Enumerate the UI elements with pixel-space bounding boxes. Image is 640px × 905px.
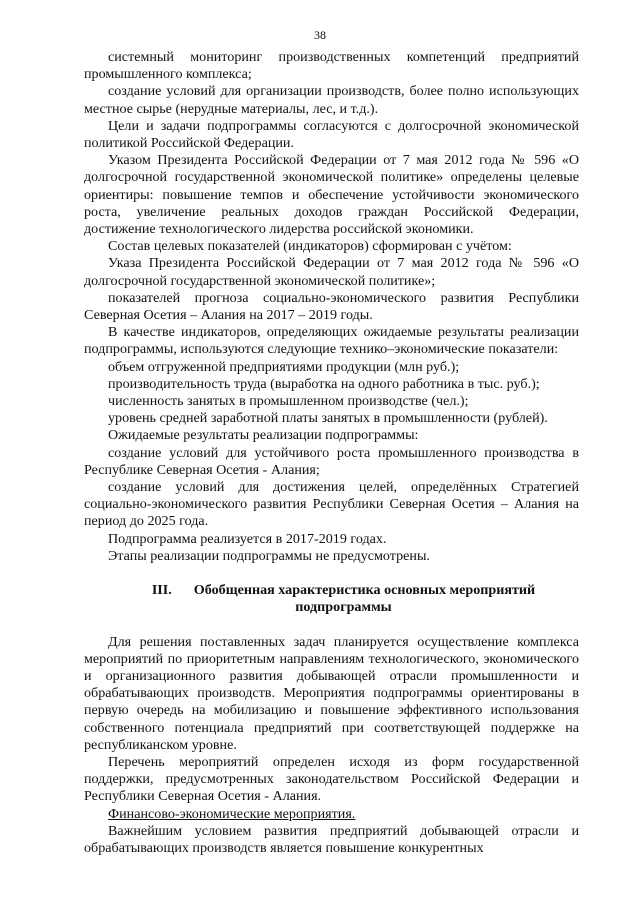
paragraph-indicators-intro: В качестве индикаторов, определяющих ожидаемые результаты реализации подпрограммы, используются следующие технико–экономические показатели: — [84, 324, 579, 358]
list-item-employment: численность занятых в промышленном производстве (чел.); — [108, 393, 469, 410]
list-item-average-salary: уровень средней заработной платы занятых в промышленности (рублей). — [108, 410, 548, 427]
paragraph-forecast-indicators: показателей прогноза социально-экономического развития Республики Северная Осетия – Алания на 2017 – 2019 годы. — [84, 289, 579, 324]
paragraph-decree-reference: Указа Президента Российской Федерации от 7 мая 2012 года № 596 «О долгосрочной государственной экономической политике»; — [84, 255, 579, 289]
subheading-text: Финансово-экономические мероприятия. — [108, 805, 356, 822]
paragraph-stages: Этапы реализации подпрограммы не предусмотрены. — [108, 547, 430, 564]
paragraph-indicators-composition: Состав целевых показателей (индикаторов) сформирован с учётом: — [108, 238, 512, 255]
list-item-sustainable-growth: создание условий для устойчивого роста промышленного производства в Республике Северная Осетия - Алания; — [84, 444, 579, 478]
paragraph-presidential-decree: Указом Президента Российской Федерации от 7 мая 2012 года № 596 «О долгосрочной государственной экономической политике» определены целевые ориентиры: повышение темпов и обеспечение устойчивости экономического роста, увеличение реальных доходов граждан Российской Федерации, достижение технологического лидерства российской экономики. — [84, 152, 579, 238]
list-item-strategy-goals: создание условий для достижения целей, определённых Стратегией социально-экономического развития Республики Северная Осетия – Алания на период до 2025 года. — [84, 479, 579, 530]
subheading-financial-measures — [84, 806, 579, 823]
section-number: III. — [151, 582, 172, 599]
section-title: Обобщенная характеристика основных мероприятий подпрограммы — [193, 582, 536, 616]
paragraph-local-resources: создание условий для организации производств, более полно использующих местное сырье (нерудные материалы, лес, и т.д.). — [84, 83, 579, 117]
paragraph-competitiveness: Важнейшим условием развития предприятий добывающей отрасли и обрабатывающих производств является повышение конкурентных — [84, 822, 579, 856]
paragraph-implementation-period: Подпрограмма реализуется в 2017-2019 годах. — [108, 530, 387, 547]
paragraph-goals-consistency: Цели и задачи подпрограммы согласуются с долгосрочной экономической политикой Российской Федерации. — [84, 117, 579, 152]
paragraph-measures-complex: Для решения поставленных задач планируется осуществление комплекса мероприятий по приоритетным направлениям технологического, экономического и организационного развития добывающей отрасли промышленности и обрабатывающих производств. Мероприятия подпрограммы ориентированы в первую очередь на мобилизацию и повышение эффективного использования собственного потенциала предприятий при соответствующей поддержке на республиканском уровне. — [84, 633, 579, 753]
list-item-shipped-volume: объем отгруженной предприятиями продукции (млн руб.); — [108, 358, 460, 375]
page-number: 38 — [314, 28, 326, 42]
body-text — [84, 49, 579, 857]
paragraph-measures-list: Перечень мероприятий определен исходя из форм государственной поддержки, предусмотренных законодательством Российской Федерации и Республики Северная Осетия - Алания. — [84, 753, 579, 805]
section-heading — [84, 582, 579, 616]
paragraph-expected-results: Ожидаемые результаты реализации подпрограммы: — [108, 427, 419, 444]
paragraph-monitoring: системный мониторинг производственных компетенций предприятий промышленного комплекса; — [84, 49, 579, 83]
list-item-productivity: производительность труда (выработка на одного работника в тыс. руб.); — [108, 375, 540, 392]
